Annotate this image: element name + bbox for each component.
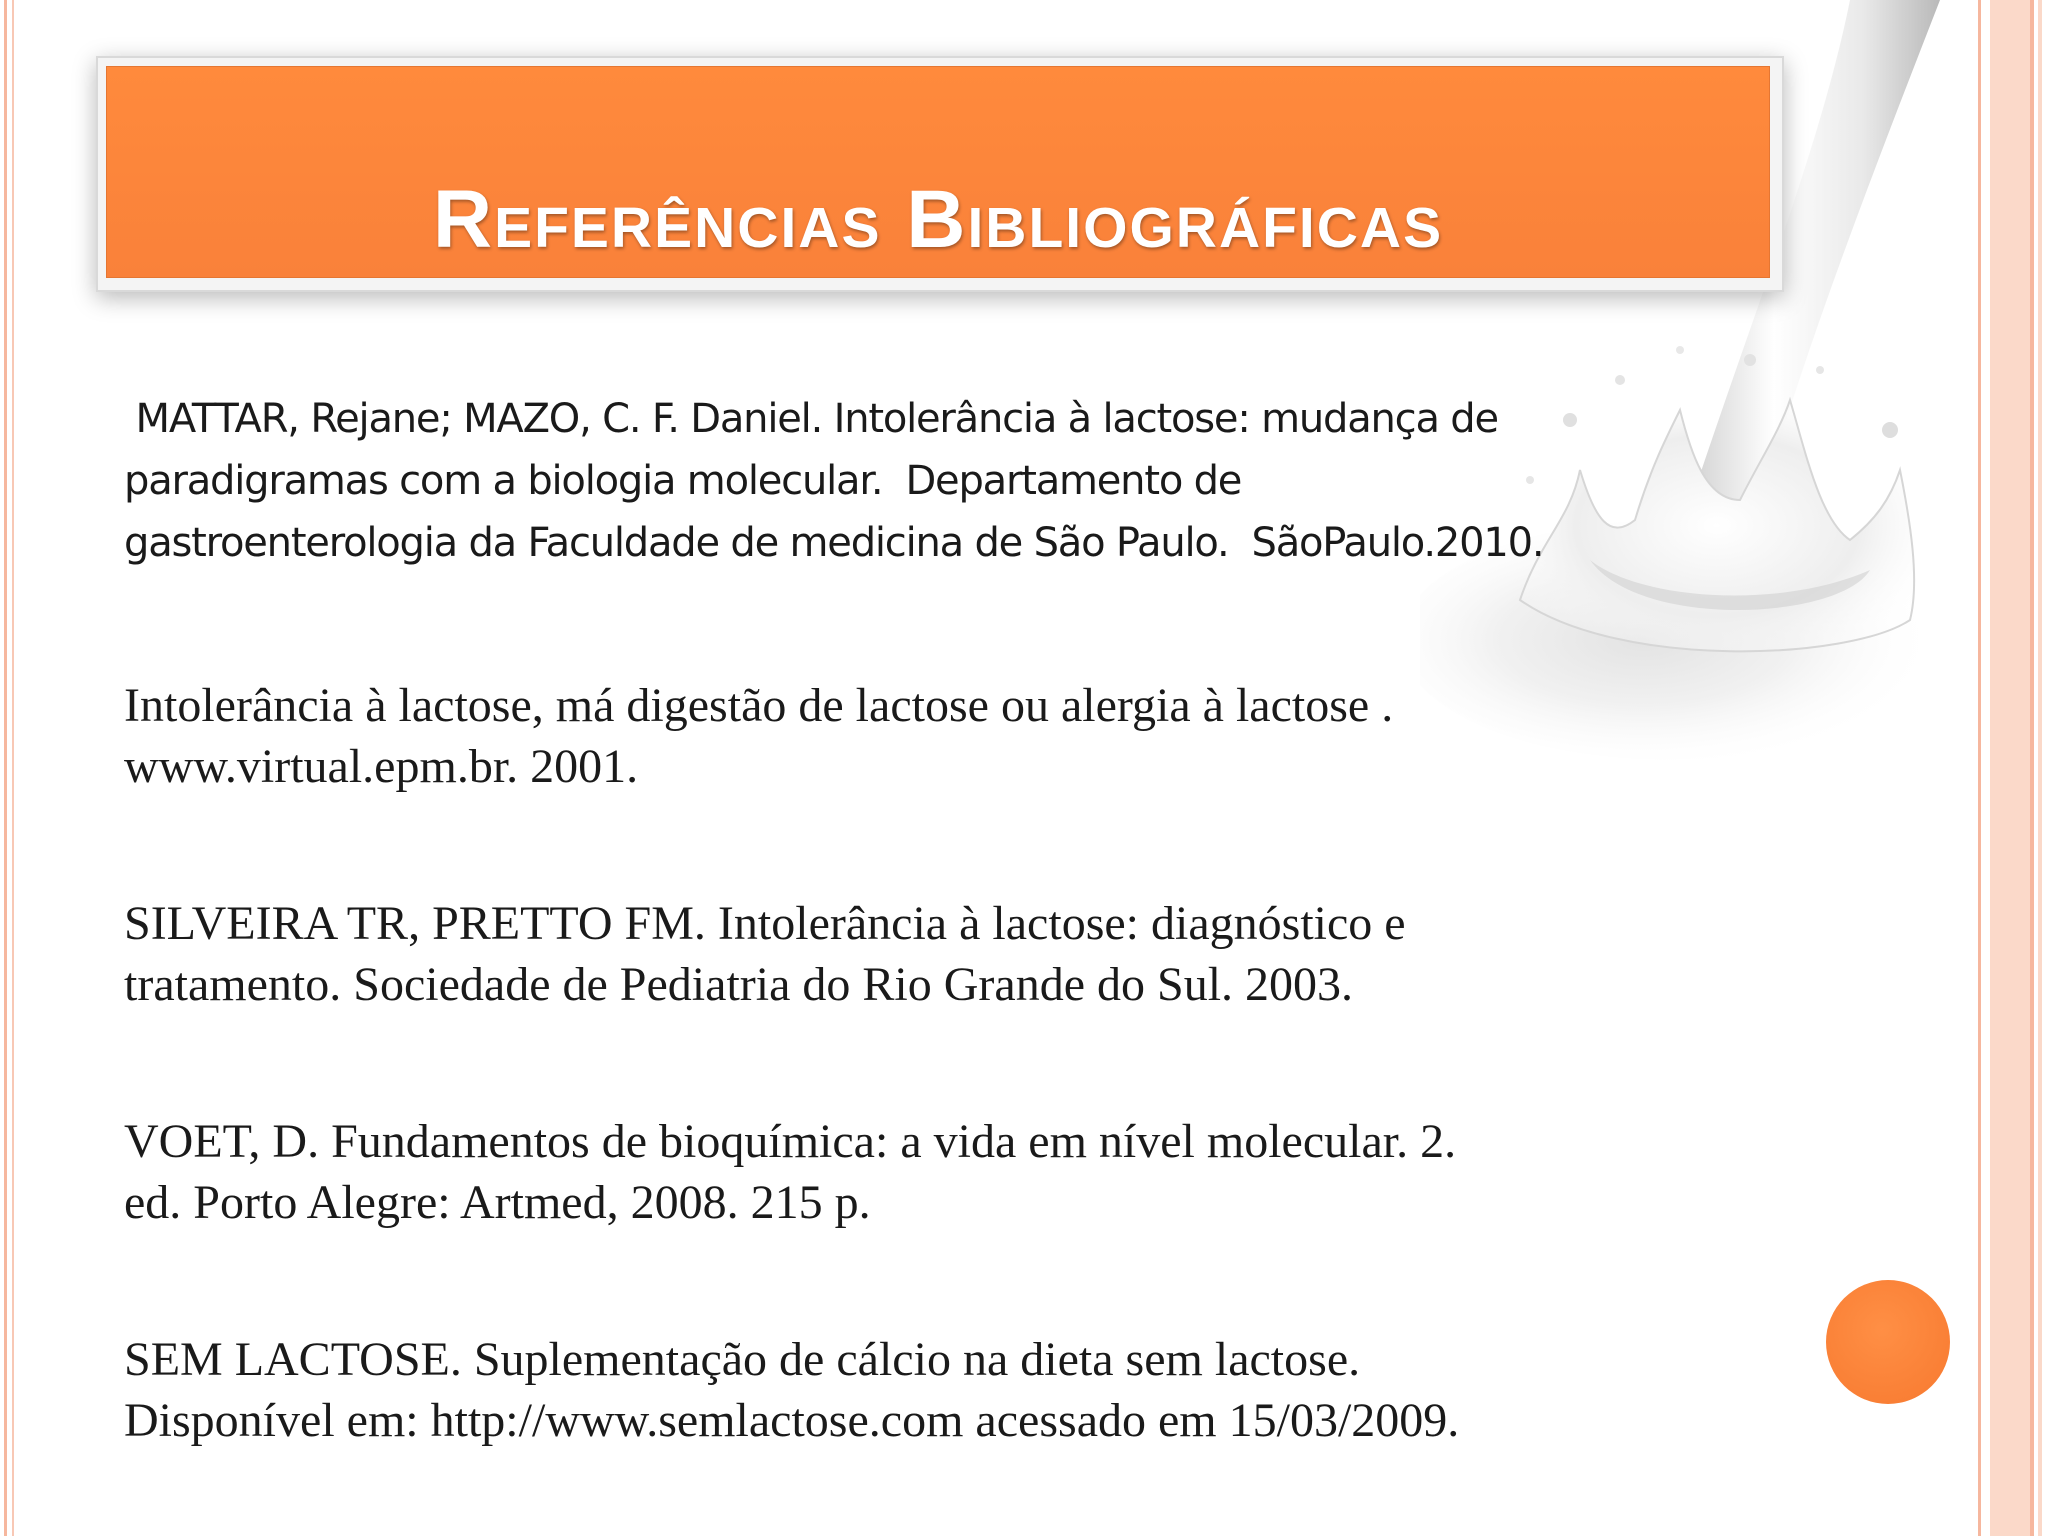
- reference-1: [124, 388, 1824, 574]
- reference-5-line-2: Disponível em: http://www.semlactose.com acessado em 15/03/2009.: [124, 1394, 1460, 1447]
- reference-2: [124, 675, 1824, 797]
- slide-title: Referências Bibliográficas: [432, 174, 1444, 265]
- reference-2-line-1: Intolerância à lactose, má digestão de lactose ou alergia à lactose .: [124, 679, 1394, 732]
- reference-4-line-2: ed. Porto Alegre: Artmed, 2008. 215 p.: [124, 1176, 871, 1229]
- reference-1-line-1: MATTAR, Rejane; MAZO, C. F. Daniel. Intolerância à lactose: mudança de: [124, 396, 1498, 442]
- reference-4-line-1: VOET, D. Fundamentos de bioquímica: a vida em nível molecular. 2.: [124, 1115, 1457, 1168]
- reference-2-line-2: www.virtual.epm.br. 2001.: [124, 740, 639, 793]
- reference-5-line-1: SEM LACTOSE. Suplementação de cálcio na dieta sem lactose.: [124, 1333, 1361, 1386]
- reference-3-line-1: SILVEIRA TR, PRETTO FM. Intolerância à lactose: diagnóstico e: [124, 897, 1406, 950]
- reference-5: [124, 1329, 1824, 1451]
- reference-1-line-2: paradigramas com a biologia molecular. Departamento de: [124, 458, 1242, 504]
- reference-3: [124, 893, 1824, 1015]
- reference-3-line-2: tratamento. Sociedade de Pediatria do Rio Grande do Sul. 2003.: [124, 958, 1354, 1011]
- right-border-decoration: [1972, 0, 2048, 1536]
- left-border-decoration: [0, 0, 22, 1536]
- orange-circle-decoration: [1826, 1280, 1950, 1404]
- reference-4: [124, 1111, 1824, 1233]
- reference-1-line-3: gastroenterologia da Faculdade de medicina de São Paulo. SãoPaulo.2010.: [124, 520, 1544, 566]
